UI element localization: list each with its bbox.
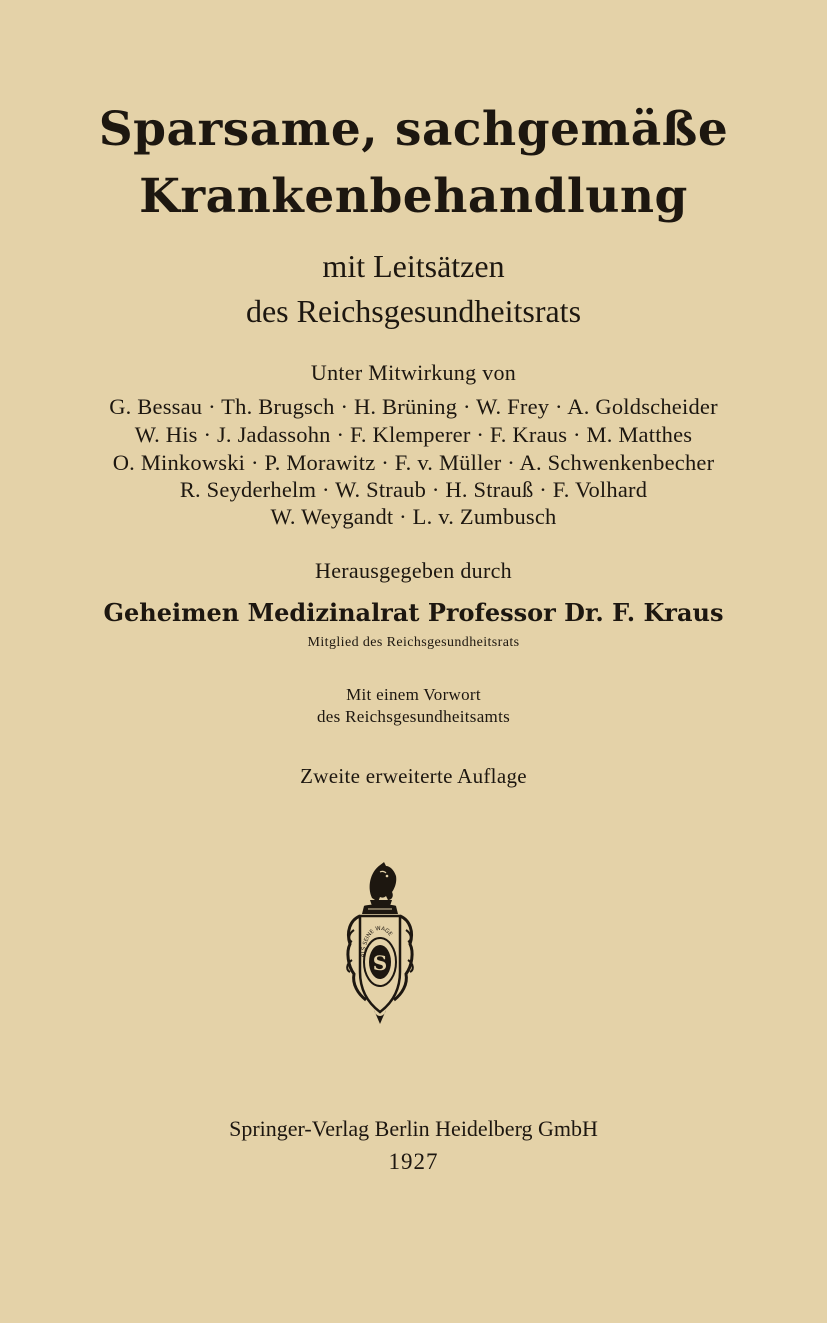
- contributors-line: W. Weygandt · L. v. Zumbusch: [270, 504, 557, 529]
- contributors-line: W. His · J. Jadassohn · F. Klemperer · F. Kraus · M. Matthes: [134, 422, 693, 447]
- editor-affiliation: Mitglied des Reichsgesundheitsrats: [307, 635, 520, 650]
- publisher-name: Springer-Verlag Berlin Heidelberg GmbH: [229, 1116, 598, 1141]
- editor-name: Geheimen Medizinalrat Professor Dr. F. Kraus: [103, 598, 724, 627]
- title-line-1: Sparsame, sachgemäße: [98, 102, 729, 157]
- contributors-line: G. Bessau · Th. Brugsch · H. Brüning · W. Frey · A. Goldscheider: [109, 394, 718, 419]
- contributors-intro: Unter Mitwirkung von: [310, 360, 517, 385]
- title-line-2: Krankenbehandlung: [139, 169, 688, 224]
- logo-motto: ALS SEINE WAGE: [360, 925, 394, 958]
- edition: Zweite erweiterte Auflage: [300, 764, 527, 788]
- publication-year: 1927: [388, 1149, 439, 1174]
- editor-intro: Herausgegeben durch: [315, 558, 512, 583]
- subtitle-line-2: des Reichsgesundheitsrats: [245, 293, 582, 329]
- springer-knight-logo: [342, 860, 418, 1028]
- svg-text:S: S: [372, 951, 388, 975]
- foreword-line-1: Mit einem Vorwort: [346, 685, 481, 704]
- contributors-line: R. Seyderhelm · W. Straub · H. Strauß · F. Volhard: [179, 477, 648, 502]
- foreword-line-2: des Reichsgesundheitsamts: [316, 707, 511, 726]
- contributors-line: O. Minkowski · P. Morawitz · F. v. Müller · A. Schwenkenbecher: [112, 450, 715, 475]
- subtitle-line-1: mit Leitsätzen: [322, 248, 505, 284]
